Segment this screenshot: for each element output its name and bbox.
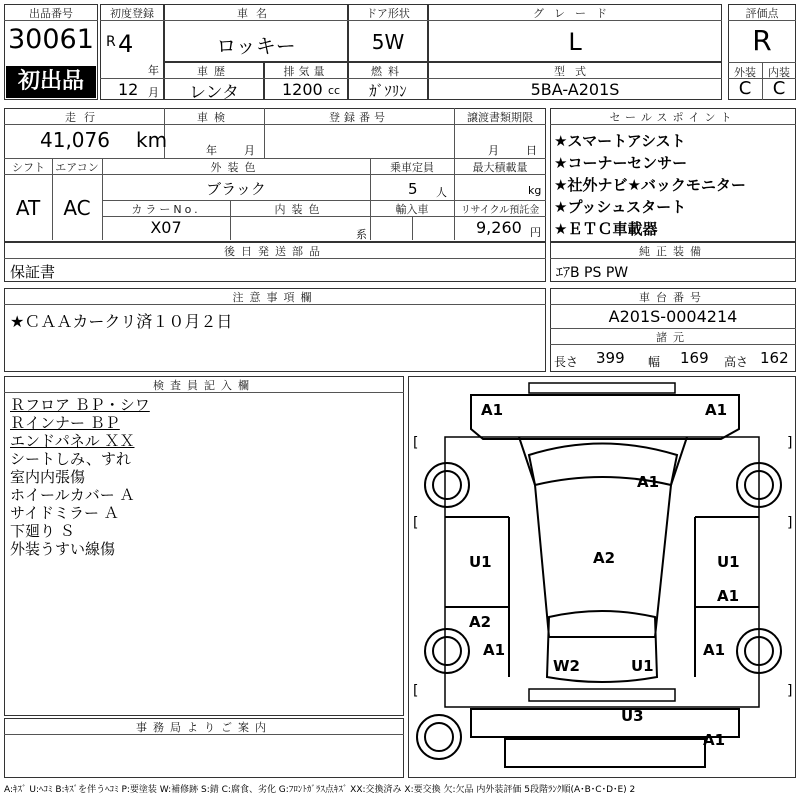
damage-mark: A2 <box>593 549 616 567</box>
chassis-value: A201S-0004214 <box>608 307 738 326</box>
doors-value: 5W <box>371 30 405 54</box>
height-label: 高さ <box>724 355 749 369</box>
damage-mark: A1 <box>717 587 740 605</box>
intcolor-header: 内装色 <box>231 201 369 217</box>
mileage-header: 走行 <box>5 109 163 125</box>
colorno-value: X07 <box>150 218 182 237</box>
width-label: 幅 <box>648 355 661 369</box>
import-header: 輸入車 <box>371 201 453 217</box>
office-header: 事務局よりご案内 <box>5 719 403 735</box>
recycle-unit: 円 <box>530 226 541 239</box>
score-value: R <box>752 24 772 57</box>
model-header: 型式 <box>429 63 721 79</box>
damage-mark: W2 <box>553 657 580 675</box>
capacity-header: 乗車定員 <box>371 159 453 175</box>
grade-value: L <box>568 28 582 56</box>
doors-header: ドア形状 <box>349 5 427 21</box>
inspector-note-line: 外装うすい線傷 <box>10 540 116 558</box>
recycle-value: 9,260 <box>476 218 522 237</box>
aircon-header: エアコン <box>53 159 101 175</box>
capacity-value: 5 <box>408 180 418 198</box>
inspection-month-unit: 月 <box>244 144 255 157</box>
history-value: レンタ <box>189 83 239 103</box>
car-outline-diagram <box>409 377 795 777</box>
caution-value: ★ＣＡＡカークリ済１０月２日 <box>10 312 233 331</box>
reg-year: 4 <box>118 30 134 58</box>
exterior-value: C <box>738 78 752 99</box>
color-header: 外装色 <box>103 159 369 175</box>
damage-mark: A1 <box>637 473 660 491</box>
damage-mark: A1 <box>703 731 726 749</box>
sales-point: ★ＥＴＣ車載器 <box>554 220 658 238</box>
shift-value: AT <box>15 196 41 220</box>
color-value: ブラック <box>206 180 266 198</box>
damage-mark: A1 <box>703 641 726 659</box>
transfer-day-unit: 日 <box>526 144 537 157</box>
bracket-left: [ <box>413 515 419 531</box>
damage-mark: A1 <box>481 401 504 419</box>
recycle-header: リサイクル預託金 <box>455 201 545 216</box>
reg-era: R <box>106 34 116 50</box>
dims-header: 諸元 <box>551 329 795 345</box>
sales-point: ★プッシュスタート <box>554 198 687 216</box>
first-listing-badge: 初出品 <box>6 66 96 98</box>
mileage-value: 41,076 <box>40 128 110 152</box>
length-value: 399 <box>596 349 625 367</box>
name-header: 車名 <box>165 5 347 21</box>
car-name: ロッキー <box>216 34 296 58</box>
score-header: 評価点 <box>729 5 795 21</box>
regno-header: 登録番号 <box>265 109 453 125</box>
legend: A:ｷｽﾞ U:ﾍｺﾐ B:ｷｽﾞを伴うﾍｺﾐ P:要塗装 W:補修跡 S:錆 C:腐食、劣化 G:ﾌﾛﾝﾄｶﾞﾗｽ点ｷｽﾞ XX:交換済み X:要交換 欠:欠品 内外装評価 5段階ﾗﾝｸ順(A･B･C･D･E) 2 <box>4 785 636 795</box>
sales-header: セールスポイント <box>551 109 795 125</box>
displacement-value: 1200 <box>282 80 323 99</box>
inspector-note-line: サイドミラー Ａ <box>10 504 119 522</box>
inspector-notes <box>10 396 150 558</box>
load-header: 最大積載量 <box>455 159 545 175</box>
sales-point: ★スマートアシスト <box>554 132 686 150</box>
height-value: 162 <box>760 349 789 367</box>
aircon-value: AC <box>63 196 91 220</box>
displacement-header: 排気量 <box>265 63 347 79</box>
damage-mark: A1 <box>483 641 506 659</box>
colorno-header: カラーNo. <box>103 201 229 217</box>
inspector-note-line: シートしみ、すれ <box>10 450 131 468</box>
exterior-header: 外装 <box>729 64 761 80</box>
history-header: 車歴 <box>165 63 263 79</box>
mileage-unit: km <box>136 128 168 152</box>
sales-point: ★社外ナビ★バックモニター <box>554 176 746 194</box>
fuel-value: ｶﾞｿﾘﾝ <box>369 82 407 100</box>
reg-header: 初度登録 <box>101 5 163 21</box>
width-value: 169 <box>680 349 709 367</box>
interior-value: C <box>772 78 786 99</box>
sales-point: ★コーナーセンサー <box>554 154 688 172</box>
lot-number: 30061 <box>8 24 94 55</box>
displacement-unit: cc <box>328 84 341 97</box>
reg-year-unit: 年 <box>148 64 159 77</box>
damage-mark: U1 <box>717 553 740 571</box>
damage-mark: A1 <box>705 401 728 419</box>
transfer-month-unit: 月 <box>488 144 499 157</box>
damage-mark: A2 <box>469 613 492 631</box>
reg-month: 12 <box>118 80 139 99</box>
later-value: 保証書 <box>10 263 56 281</box>
bracket-right: ] <box>787 683 793 699</box>
bracket-left: [ <box>413 435 419 451</box>
transfer-header: 譲渡書類期限 <box>455 109 545 125</box>
inspector-header: 検査員記入欄 <box>5 377 403 393</box>
damage-mark: U1 <box>631 657 654 675</box>
chassis-header: 車台番号 <box>551 289 795 305</box>
capacity-unit: 人 <box>436 186 447 199</box>
caution-header: 注意事項欄 <box>5 289 545 305</box>
grade-header: グレード <box>429 5 721 21</box>
model-value: 5BA-A201S <box>530 80 620 99</box>
damage-mark: U3 <box>621 707 644 725</box>
later-header: 後日発送部品 <box>5 243 545 259</box>
inspection-year-unit: 年 <box>206 144 217 157</box>
length-label: 長さ <box>554 355 579 369</box>
inspector-note-line: Ｒインナー ＢＰ <box>10 414 120 432</box>
equipment-value: ｴｱB PS PW <box>556 265 629 281</box>
interior-header: 内装 <box>763 64 795 80</box>
bracket-right: ] <box>787 515 793 531</box>
inspection-header: 車検 <box>165 109 263 125</box>
lot-header: 出品番号 <box>5 5 97 21</box>
equip-header: 純正装備 <box>551 243 795 259</box>
shift-header: シフト <box>5 159 52 175</box>
bracket-left: [ <box>413 683 419 699</box>
inspector-note-line: ホイールカバー Ａ <box>10 486 135 504</box>
inspector-note-line: Ｒフロア ＢＰ・シワ <box>10 396 150 414</box>
intcolor-unit: 系 <box>356 228 367 241</box>
inspector-note-line: 室内内張傷 <box>10 468 86 486</box>
reg-month-unit: 月 <box>148 86 159 99</box>
load-unit: kg <box>528 184 542 197</box>
fuel-header: 燃料 <box>349 63 427 79</box>
inspector-note-line: 下廻り Ｓ <box>10 522 75 540</box>
damage-mark: U1 <box>469 553 492 571</box>
bracket-right: ] <box>787 435 793 451</box>
inspector-note-line: エンドパネル ＸＸ <box>10 432 135 450</box>
damage-diagram <box>408 376 796 778</box>
